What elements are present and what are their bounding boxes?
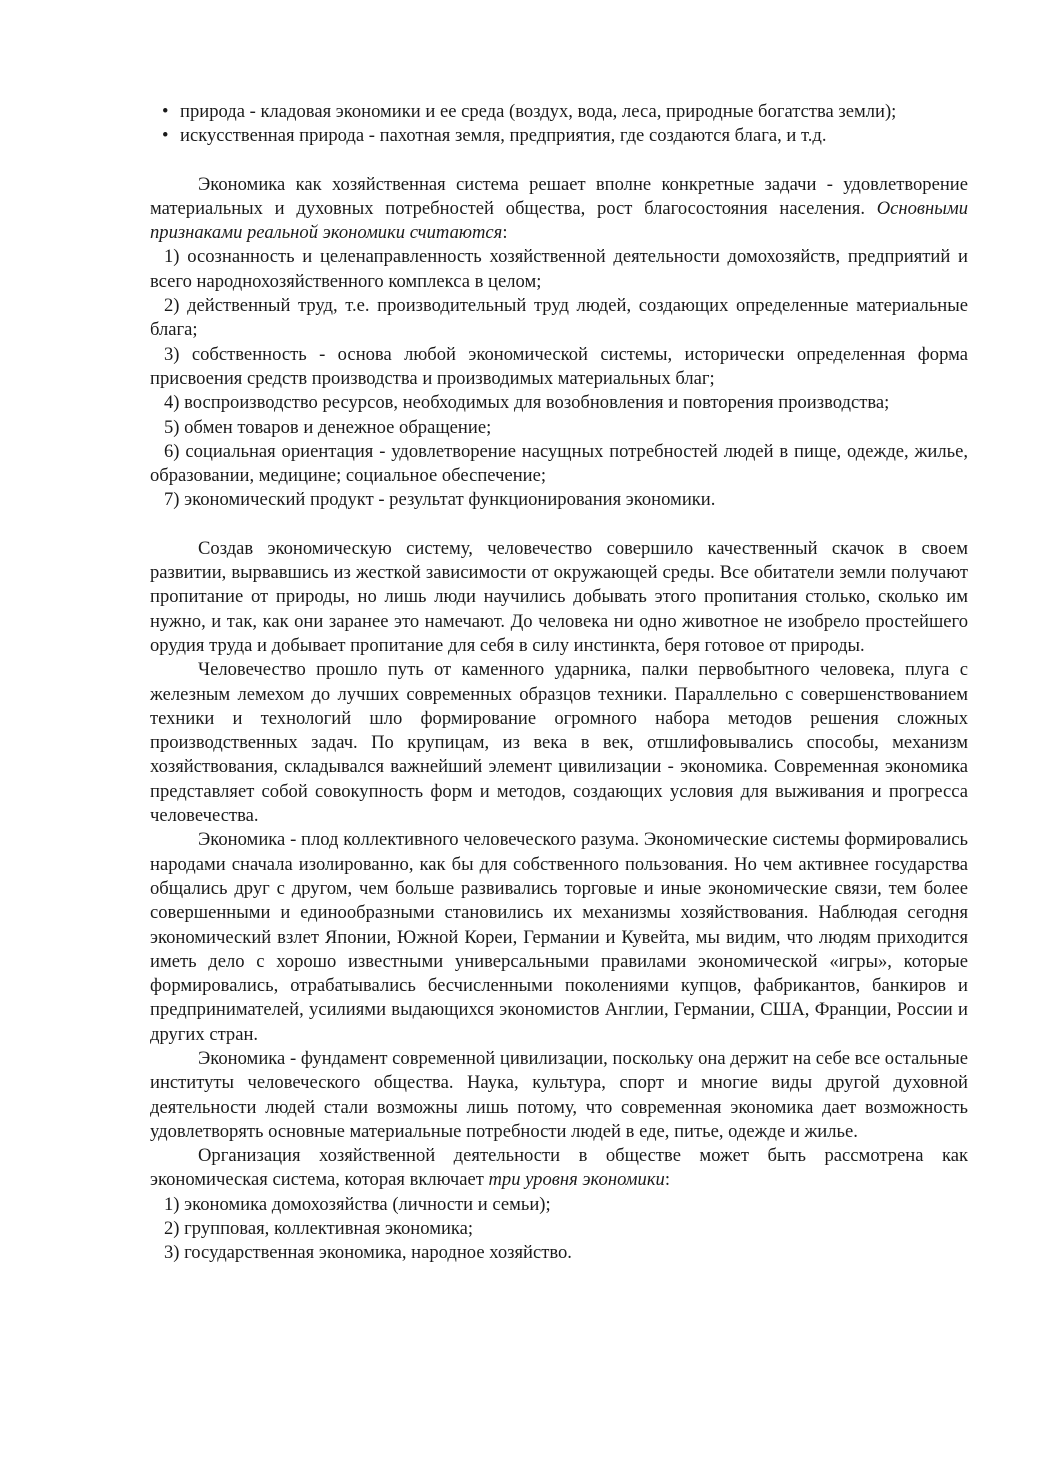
- organization-paragraph: [150, 1144, 968, 1193]
- sign-item: 1) осознанность и целенаправленность хозяйственной деятельности домохозяйств, предприятий и всего народнохозяйственного комплекса в целом;: [150, 246, 968, 292]
- economy-system-paragraph: [150, 173, 968, 246]
- paragraph-text: Организация хозяйственной деятельности в обществе может быть рассмотрена как экономическая система, которая включает: [150, 1145, 968, 1191]
- bullet-icon: •: [162, 125, 169, 147]
- bullet-item: [150, 100, 968, 124]
- paragraph-tail: :: [664, 1169, 670, 1191]
- bullet-text: искусственная природа - пахотная земля, предприятия, где создаются блага, и т.д.: [180, 125, 827, 147]
- body-paragraph: Экономика - плод коллективного человеческого разума. Экономические системы формировались народами сначала изолированно, как бы для собственного пользования. Но чем активнее государства общались друг с другом, чем больше развивались торговые и иные экономические связи, тем более совершенными и единообразными становились их механизмы хозяйствования. Наблюдая сегодня экономический взлет Японии, Южной Кореи, Германии и Кувейта, мы видим, что людям приходится иметь дело с хорошо известными универсальными правилами экономической «игры», которые формировались, отрабатывались бесчисленными поколениями купцов, фабрикантов, банкиров и предпринимателей, усилиями выдающихся экономистов Англии, Германии, США, Франции, России и других стран.: [150, 829, 968, 1045]
- sign-item: 6) социальная ориентация - удовлетворение насущных потребностей людей в пище, одежде, жилье, образовании, медицине; социальное обеспечение;: [150, 440, 968, 487]
- body-paragraph: Создав экономическую систему, человечество совершило качественный скачок в своем развитии, вырвавшись из жесткой зависимости от окружающей среды. Все обитатели земли получают пропитание от природы, но лишь люди научились добывать этого пропитания столько, сколько им нужно, и так, как они заранее это намечают. До человека ни одно животное не изобрело простейшего орудия труда и добывает пропитание для себя в силу инстинкта, беря готовое от природы.: [150, 537, 968, 656]
- body-paragraph: Экономика - фундамент современной цивилизации, поскольку она держит на себе все остальные институты человеческого общества. Наука, культура, спорт и многие виды другой духовной деятельности людей стали возможны лишь потому, что современная экономика дает возможность удовлетворять основные материальные потребности людей в еде, питье, одежде и жилье.: [150, 1047, 968, 1142]
- sign-item: 2) действенный труд, т.е. производительный труд людей, создающих определенные материальные блага;: [150, 295, 968, 341]
- sign-item: 7) экономический продукт - результат функционирования экономики.: [164, 489, 716, 511]
- level-item: 2) групповая, коллективная экономика;: [164, 1218, 474, 1240]
- paragraph-tail: :: [502, 222, 508, 244]
- italic-phrase: три уровня экономики: [488, 1169, 665, 1191]
- level-item: 3) государственная экономика, народное хозяйство.: [164, 1242, 572, 1264]
- level-item: 1) экономика домохозяйства (личности и семьи);: [164, 1193, 551, 1215]
- bullet-item: [150, 124, 968, 148]
- sign-item: 4) воспроизводство ресурсов, необходимых для возобновления и повторения производства;: [164, 392, 890, 414]
- spacer: [150, 513, 968, 537]
- sign-item: 5) обмен товаров и денежное обращение;: [164, 416, 492, 438]
- bullet-icon: •: [162, 101, 169, 122]
- spacer: [150, 149, 968, 173]
- bullet-text: природа - кладовая экономики и ее среда (воздух, вода, леса, природные богатства земли);: [180, 101, 897, 122]
- document-page: [150, 100, 968, 1266]
- body-paragraph: Человечество прошло путь от каменного ударника, палки первобытного человека, плуга с железным лемехом до лучших современных образцов техники. Параллельно с совершенствованием техники и технологий шло формирование огромного набора методов решения сложных производственных задач. По крупицам, из века в век, отшлифовывались способы, механизм хозяйствования, складывался важнейший элемент цивилизации - экономика. Современная экономика представляет собой совокупность форм и методов, создающих условия для выживания и прогресса человечества.: [150, 659, 968, 827]
- sign-item: 3) собственность - основа любой экономической системы, исторически определенная форма присвоения средств производства и производимых материальных благ;: [150, 343, 968, 389]
- italic-phrase: Основными признаками реальной экономики считаются: [150, 197, 968, 244]
- paragraph-text: Экономика как хозяйственная система решает вполне конкретные задачи - удовлетворение материальных и духовных потребностей общества, рост благосостояния населения.: [150, 173, 968, 219]
